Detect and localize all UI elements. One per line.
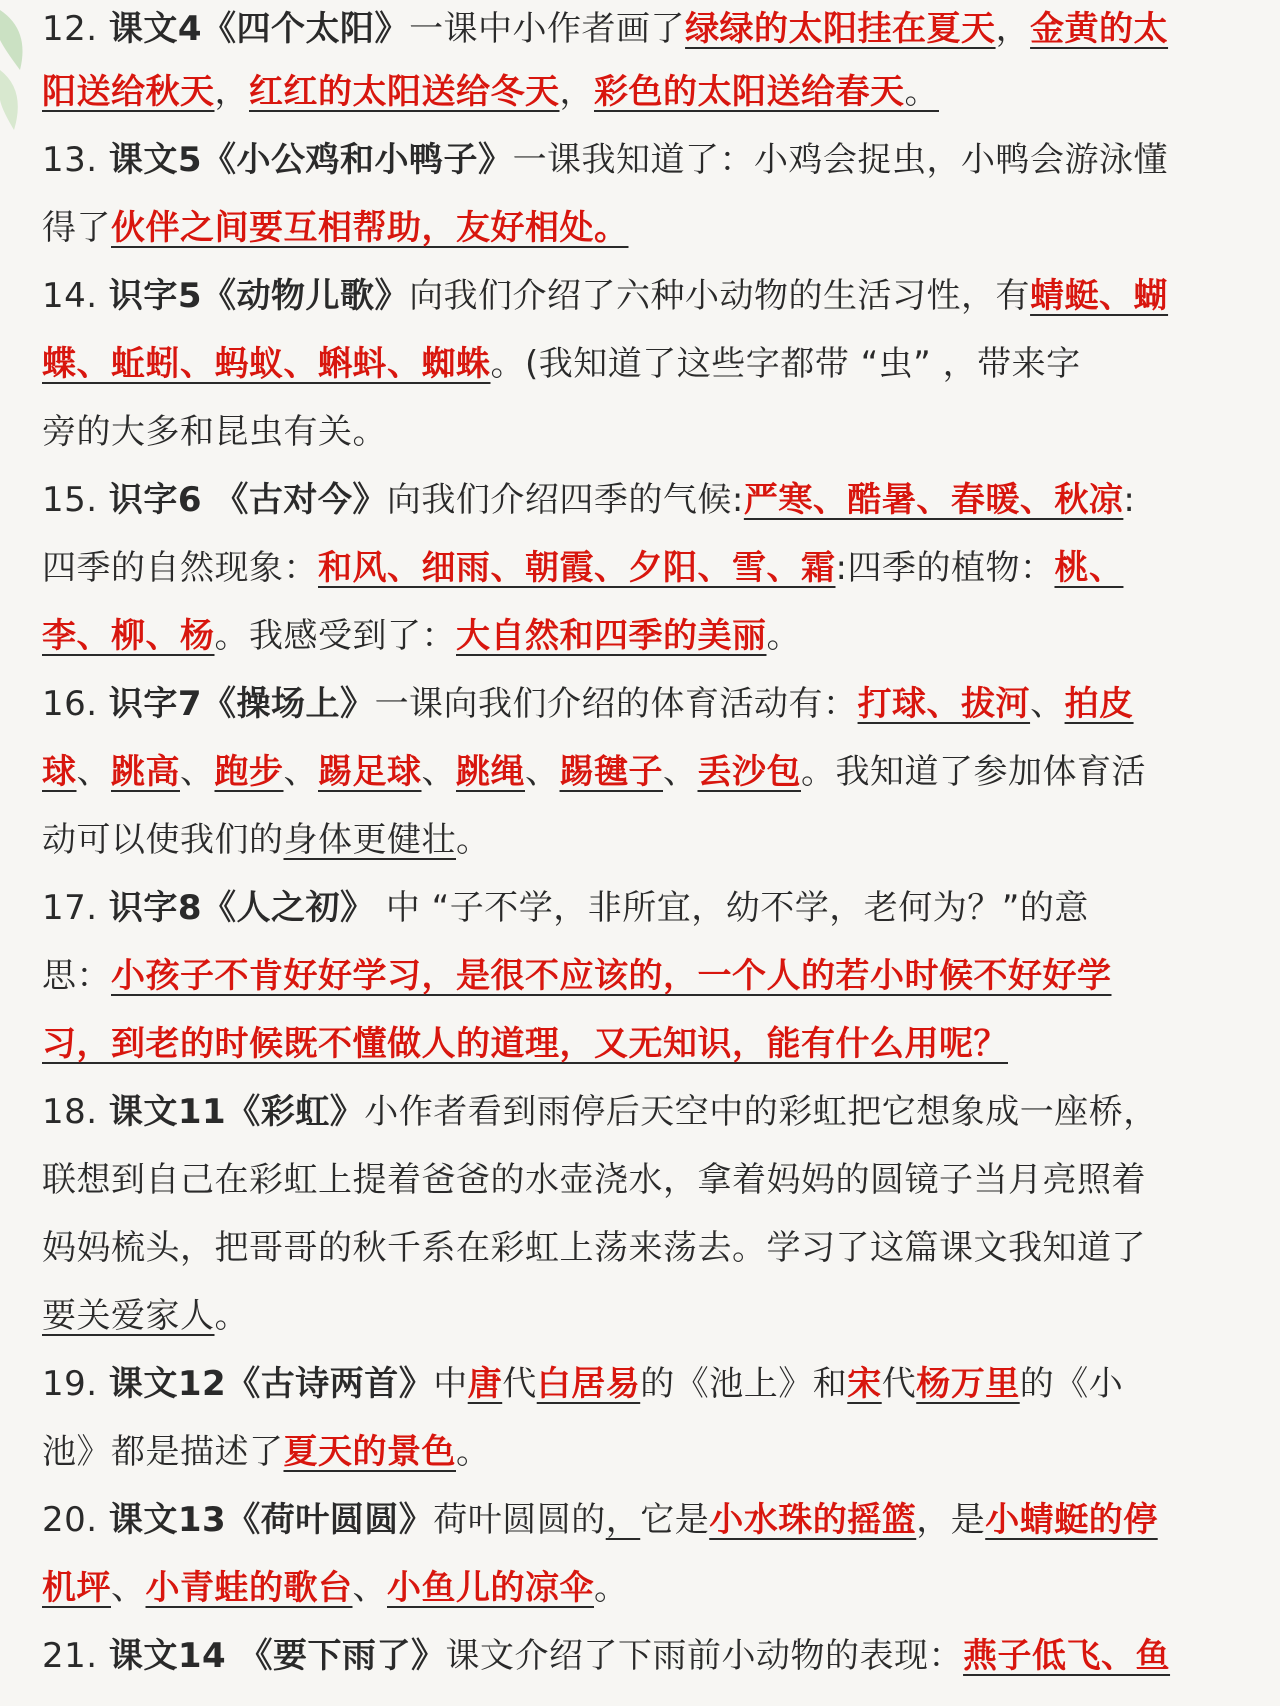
note-line xyxy=(42,534,1242,602)
note-line xyxy=(42,194,1242,262)
underlined-text: 要关爱家人 xyxy=(42,1296,215,1336)
body-text: 、 xyxy=(111,1568,146,1608)
body-text: 。 xyxy=(456,1432,491,1472)
note-line xyxy=(42,602,1242,670)
item-number: 13. xyxy=(42,140,109,180)
note-line xyxy=(42,942,1242,1010)
note-line xyxy=(42,398,1242,466)
body-text: 思： xyxy=(42,956,111,996)
item-number: 14. xyxy=(42,276,109,316)
body-text: 小作者看到雨停后天空中的彩虹把它想象成一座桥， xyxy=(364,1092,1158,1132)
body-text: ， xyxy=(559,72,594,112)
note-line xyxy=(42,1418,1242,1486)
underlined-text: 身体更健壮 xyxy=(283,820,456,860)
key-answer: 小孩子不肯好好学习，是很不应该的，一个人的若小时候不好好学 xyxy=(111,956,1112,996)
note-line xyxy=(42,0,1242,58)
key-answer: 白居易 xyxy=(536,1364,641,1404)
key-answer: 杨万里 xyxy=(916,1364,1020,1404)
note-line xyxy=(42,806,1242,874)
item-number: 18. xyxy=(42,1092,109,1132)
key-answer: 机坪 xyxy=(42,1568,111,1608)
body-text: 它是 xyxy=(640,1500,710,1540)
note-line xyxy=(42,330,1242,398)
key-answer: 跑步 xyxy=(214,752,284,792)
body-text: 、 xyxy=(1030,684,1065,724)
body-text: 妈妈梳头，把哥哥的秋千系在彩虹上荡来荡去。学习了这篇课文我知道了 xyxy=(42,1228,1146,1268)
item-number: 20. xyxy=(42,1500,109,1540)
body-text: 的《池上》和 xyxy=(640,1364,848,1404)
key-answer: 小水珠的摇篮 xyxy=(709,1500,917,1540)
body-text: 动可以使我们的 xyxy=(42,820,284,860)
key-answer: 跳高 xyxy=(111,752,180,792)
lesson-title: 课文11《彩虹》 xyxy=(108,1092,365,1132)
key-answer: 小蜻蜓的停 xyxy=(985,1500,1158,1540)
body-text: 的《小 xyxy=(1019,1364,1124,1404)
key-answer: 丢沙包 xyxy=(697,752,801,792)
body-text: 、 xyxy=(525,752,560,792)
key-answer: 球 xyxy=(42,752,77,792)
note-line xyxy=(42,1010,1242,1078)
body-text: ， xyxy=(995,9,1031,49)
key-answer: 和风、细雨、朝霞、夕阳、雪、霜 xyxy=(318,548,836,588)
note-line xyxy=(42,126,1242,194)
note-line xyxy=(42,1282,1242,1350)
note-line xyxy=(42,1350,1242,1418)
body-text: 。我知道了参加体育活 xyxy=(801,752,1146,792)
key-answer: 金黄的太 xyxy=(1030,9,1169,49)
lesson-title: 课文13《荷叶圆圆》 xyxy=(108,1500,434,1540)
body-text: 得了 xyxy=(42,208,111,248)
key-answer: 彩色的太阳送给春天 xyxy=(594,72,905,112)
key-answer: 红红的太阳送给冬天 xyxy=(249,72,560,112)
notes-sheet xyxy=(42,0,1242,1690)
note-line xyxy=(42,1146,1242,1214)
key-answer: 习，到老的时候既不懂做人的道理，又无知识，能有什么用呢？ xyxy=(42,1024,1008,1064)
key-answer: 小青蛙的歌台 xyxy=(145,1568,353,1608)
body-text: 向我们介绍四季的气候: xyxy=(386,480,744,520)
key-answer: 跳绳 xyxy=(456,752,525,792)
item-number: 21. xyxy=(42,1636,109,1676)
item-number: 17. xyxy=(42,888,109,928)
lesson-title: 识字5《动物儿歌》 xyxy=(108,276,410,316)
body-text: 。 xyxy=(594,1568,629,1608)
body-text: 中 xyxy=(433,1364,468,1404)
body-text: 、 xyxy=(76,752,111,792)
key-answer: 拍皮 xyxy=(1064,684,1134,724)
lesson-title: 课文4《四个太阳》 xyxy=(108,9,410,49)
note-line xyxy=(42,738,1242,806)
body-text: 课文介绍了下雨前小动物的表现： xyxy=(445,1636,964,1676)
lesson-title: 识字6 《古对今》 xyxy=(108,480,387,520)
note-line xyxy=(42,58,1242,126)
note-line xyxy=(42,874,1242,942)
item-number: 16. xyxy=(42,684,109,724)
key-answer: 桃、 xyxy=(1054,548,1124,588)
body-text: 中 “子不学，非所宜，幼不学，老何为？”的意 xyxy=(374,888,1089,928)
key-answer: 大自然和四季的美丽 xyxy=(456,616,767,656)
key-answer: 李、柳、杨 xyxy=(42,616,215,656)
body-text: ，是 xyxy=(916,1500,986,1540)
key-answer: 蜻蜓、蝴 xyxy=(1030,276,1169,316)
body-text: 一课向我们介绍的体育活动有： xyxy=(374,684,858,724)
body-text: 、 xyxy=(663,752,698,792)
key-answer: 踢毽子 xyxy=(559,752,663,792)
body-text: 代 xyxy=(502,1364,537,1404)
note-line xyxy=(42,466,1242,534)
note-line xyxy=(42,262,1242,330)
body-text: 旁的大多和昆虫有关。 xyxy=(42,412,387,452)
lesson-title: 课文12《古诗两首》 xyxy=(108,1364,434,1404)
key-answer: 唐 xyxy=(467,1364,503,1404)
body-text: 一课中小作者画了 xyxy=(409,9,686,49)
body-text: 向我们介绍了六种小动物的生活习性，有 xyxy=(409,276,1031,316)
body-text: 池》都是描述了 xyxy=(42,1432,284,1472)
key-answer: 燕子低飞、鱼 xyxy=(963,1636,1171,1676)
lesson-title: 识字7《操场上》 xyxy=(108,684,375,724)
note-line xyxy=(42,1214,1242,1282)
body-text: 荷叶圆圆的 xyxy=(433,1500,606,1540)
body-text: 一课我知道了：小鸡会捉虫，小鸭会游泳懂 xyxy=(512,140,1169,180)
body-text: 。 xyxy=(766,616,801,656)
body-text: :四季的植物： xyxy=(835,548,1055,588)
item-number: 15. xyxy=(42,480,109,520)
underlined-text: 。 xyxy=(904,72,939,112)
body-text: 。(我知道了这些字都带 “虫” ，带来字 xyxy=(490,344,1081,384)
key-answer: 踢足球 xyxy=(318,752,422,792)
underlined-text: ， xyxy=(605,1500,641,1540)
body-text: 联想到自己在彩虹上提着爸爸的水壶浇水，拿着妈妈的圆镜子当月亮照着 xyxy=(42,1160,1146,1200)
body-text: 。我感受到了： xyxy=(214,616,456,656)
body-text: 。 xyxy=(456,820,491,860)
lesson-title: 识字8《人之初》 xyxy=(108,888,375,928)
key-answer: 严寒、酷暑、春暖、秋凉 xyxy=(743,480,1124,520)
body-text: 、 xyxy=(352,1568,387,1608)
lesson-title: 课文5《小公鸡和小鸭子》 xyxy=(108,140,513,180)
key-answer: 伙伴之间要互相帮助，友好相处。 xyxy=(111,208,629,248)
note-line xyxy=(42,1486,1242,1554)
note-line xyxy=(42,1622,1242,1690)
lesson-title: 课文14 《要下雨了》 xyxy=(108,1636,446,1676)
note-line xyxy=(42,1078,1242,1146)
body-text: 四季的自然现象： xyxy=(42,548,318,588)
key-answer: 蝶、蚯蚓、蚂蚁、蝌蚪、蜘蛛 xyxy=(42,344,491,384)
body-text: 。 xyxy=(214,1296,249,1336)
body-text: 、 xyxy=(180,752,215,792)
key-answer: 小鱼儿的凉伞 xyxy=(387,1568,594,1608)
key-answer: 夏天的景色 xyxy=(283,1432,456,1472)
key-answer: 绿绿的太阳挂在夏天 xyxy=(685,9,996,49)
body-text: 代 xyxy=(881,1364,917,1404)
key-answer: 打球、拔河 xyxy=(857,684,1031,724)
note-line xyxy=(42,1554,1242,1622)
body-text: : xyxy=(1123,480,1136,520)
key-answer: 宋 xyxy=(847,1364,882,1404)
body-text: ， xyxy=(214,72,249,112)
note-line xyxy=(42,670,1242,738)
body-text: 、 xyxy=(283,752,318,792)
item-number: 12. xyxy=(42,9,109,49)
key-answer: 阳送给秋天 xyxy=(42,72,215,112)
body-text: 、 xyxy=(421,752,456,792)
item-number: 19. xyxy=(42,1364,109,1404)
